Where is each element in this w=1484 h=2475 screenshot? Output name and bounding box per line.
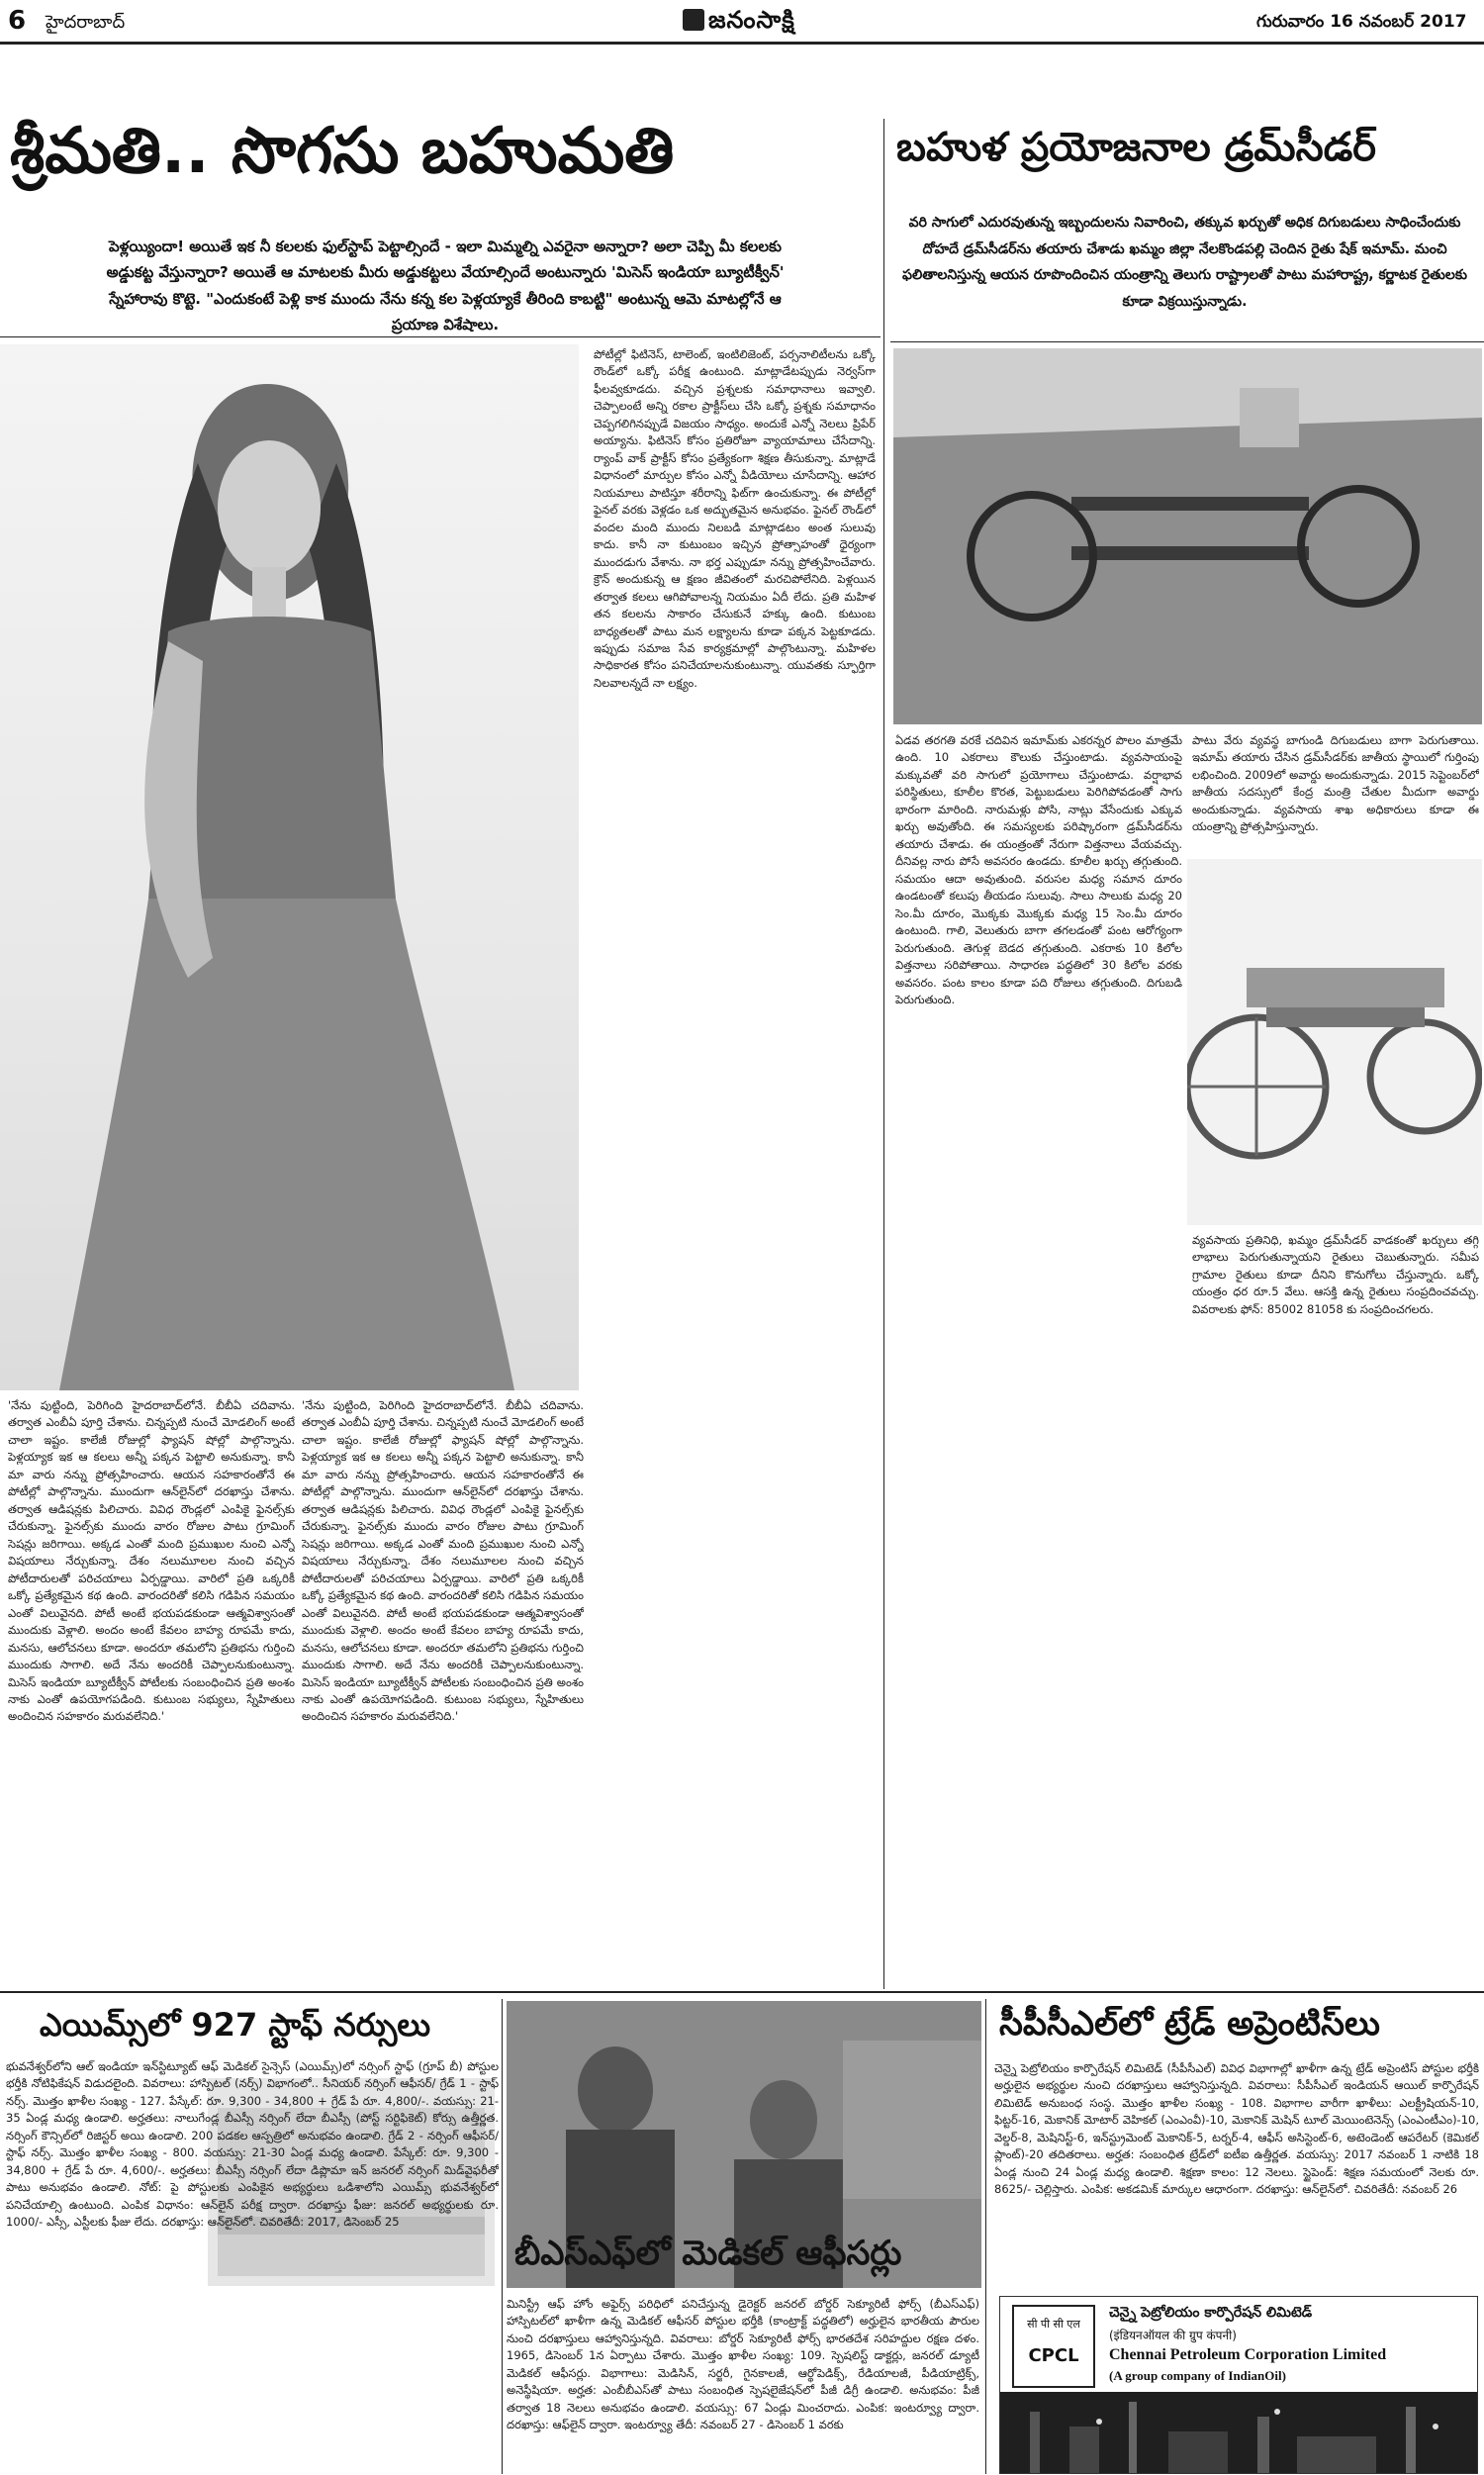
cpcl-logo-hindi: सी पी सी एल: [1027, 2318, 1080, 2331]
story1-intro: పెళ్లయ్యిందా! అయితే ఇక నీ కలలకు ఫుల్‌స్టాప్ పెట్టాల్సిందే - ఇలా మిమ్మల్ని ఎవరైనా అన్నారా? అలా చెప్పి మీ కలలకు అడ్డుకట్ట వేస్తున్నారా? అయితే ఆ మాటలకు మీరు అడ్డుకట్టలు వేయాల్సిందే అంటున్నారు 'మిసెస్ ఇండియా బ్యూటీక్వీన్' స్నేహారావు కొట్టె. "ఎందుకంటే పెళ్లి కాక ముందు నేను కన్న కల పెళ్లయ్యాకే తీరింది కాబట్టి" అంటున్న ఆమె మాటల్లోనే ఆ ప్రయాణ విశేషాలు.: [106, 238, 785, 333]
story2-photo-field: [893, 348, 1482, 724]
story2-column-left: ఏడవ తరగతి వరకే చదివిన ఇమామ్‌కు ఎకరన్నర పొలం మాత్రమే ఉంది. 10 ఎకరాలు కౌలుకు చేస్తుంటాడు. వ్యవసాయంపై మక్కువతో వరి సాగులో ప్రయోగాలు చేస్తుంటాడు. వర్షాభావ పరిస్థితులు, కూలీల కొరత, పెట్టుబడులు పెరిగిపోవడంతో సాగు భారంగా మారింది. నారుమళ్లు పోసి, నాట్లు వేసేందుకు ఎక్కువ ఖర్చు అవుతోంది. ఈ సమస్యలకు పరిష్కారంగా డ్రమ్‌సీడర్‌ను తయారు చేశాడు. ఈ యంత్రంతో నేరుగా విత్తనాలు వేయవచ్చు. దీనివల్ల నారు పోసే అవసరం ఉండదు. కూలీల ఖర్చు తగ్గుతుంది. సమయం ఆదా అవుతుంది. వరుసల మధ్య సమాన దూరం ఉండటంతో కలుపు తీయడం సులువు. సాలు సాలుకు మధ్య 20 సెం.మీ దూరం, మొక్కకు మొక్కకు మధ్య 15 సెం.మీ దూరం ఉంటుంది. గాలి, వెలుతురు బాగా తగలడంతో పంట ఆరోగ్యంగా పెరుగుతుంది. తెగుళ్ల బెడద తగ్గుతుంది. ఎకరాకు 10 కిలోల విత్తనాలు సరిపోతాయి. సాధారణ పద్ధతిలో 30 కిలోల వరకు అవసరం. పంట కాలం కూడా పది రోజులు తగ్గుతుంది. దిగుబడి పెరుగుతుంది.: [895, 733, 1182, 1007]
masthead-logo: [683, 6, 795, 40]
story1-headline: శ్రీమతి.. సొగసు బహుమతి: [10, 115, 675, 188]
page-section-city: హైదరాబాద్: [46, 12, 126, 33]
story5-headline: సీపీసీఎల్‌లో ట్రేడ్ అప్రెంటిస్‌లు: [999, 2004, 1380, 2044]
story2-column-right-top: పాటు వేరు వ్యవస్థ బాగుండి దిగుబడులు బాగా పెరుగుతాయి. ఇమామ్ తయారు చేసిన డ్రమ్‌సీడర్‌కు జాతీయ స్థాయిలో గుర్తింపు లభించింది. 2009లో అవార్డు అందుకున్నాడు. 2015 సెప్టెంబర్‌లో జాతీయ సదస్సులో కేంద్ర మంత్రి చేతుల మీదుగా అవార్డు అందుకున్నాడు. వ్యవసాయ శాఖ అధికారులు కూడా ఈ యంత్రాన్ని ప్రోత్సహిస్తున్నారు.: [1192, 733, 1479, 834]
masthead-icon: [683, 9, 704, 31]
page-number: 6: [8, 6, 27, 36]
cpcl-group-line: (A group company of IndianOil): [1109, 2368, 1286, 2383]
cpcl-name-hindi: (इंडियनऑयल की ग्रुप कंपनी): [1109, 2329, 1237, 2342]
lower-section-divider: [0, 1991, 1484, 1993]
story1-column-bottom-a: 'నేను పుట్టింది, పెరిగింది హైదరాబాద్‌లోనే. బీబీఏ చదివాను. తర్వాత ఎంబీఏ పూర్తి చేశాను. చిన్నప్పటి నుంచే మోడలింగ్ అంటే చాలా ఇష్టం. కాలేజీ రోజుల్లో ఫ్యాషన్ షోల్లో పాల్గొన్నాను. పెళ్లయ్యాక ఇక ఆ కలలు అన్నీ పక్కన పెట్టాలి అనుకున్నా. కానీ మా వారు నన్ను ప్రోత్సహించారు. ఆయన సహకారంతోనే ఈ పోటీల్లో పాల్గొన్నాను. ముందుగా ఆన్‌లైన్‌లో దరఖాస్తు చేశాను. తర్వాత ఆడిషన్లకు పిలిచారు. వివిధ రౌండ్లలో ఎంపికై ఫైనల్స్‌కు చేరుకున్నా. ఫైనల్స్‌కు ముందు వారం రోజుల పాటు గ్రూమింగ్ సెషన్లు జరిగాయి. అక్కడ ఎంతో మంది ప్రముఖుల నుంచి ఎన్నో విషయాలు నేర్చుకున్నా. దేశం నలుమూలల నుంచి వచ్చిన పోటీదారులతో పరిచయాలు ఏర్పడ్డాయి. వారిలో ప్రతి ఒక్కరికీ ఒక్కో ప్రత్యేకమైన కథ ఉంది. వారందరితో కలిసి గడిపిన సమయం ఎంతో విలువైనది. పోటీ అంటే భయపడకుండా ఆత్మవిశ్వాసంతో ముందుకు వెళ్లాలి. అందం అంటే కేవలం బాహ్య రూపమే కాదు, మనసు, ఆలోచనలు కూడా. అందరూ తమలోని ప్రతిభను గుర్తించి ముందుకు సాగాలి. అదే నేను అందరికీ చెప్పాలనుకుంటున్నా. మిసెస్ ఇండియా బ్యూటీక్వీన్ పోటీలకు సంబంధించిన ప్రతి అంశం నాకు ఎంతో ఉపయోగపడింది. కుటుంబ సభ్యులు, స్నేహితులు అందించిన సహకారం మరువలేనిది.': [8, 1398, 295, 1724]
cpcl-name-telugu: చెన్నై పెట్రోలియం కార్పొరేషన్ లిమిటెడ్: [1109, 2305, 1313, 2321]
cpcl-logo: [1012, 2305, 1095, 2388]
story2-intro: వరి సాగులో ఎదురవుతున్న ఇబ్బందులను నివారించి, తక్కువ ఖర్చుతో అధిక దిగుబడులు సాధించేందుకు దోహదే డ్రమ్‌సీడర్‌ను తయారు చేశాడు ఖమ్మం జిల్లా నేలకొండపల్లి చెందిన రైతు షేక్ ఇమామ్. మంచి ఫలితాలనిస్తున్న ఆయన రూపొందించిన యంత్రాన్ని తెలుగు రాష్ట్రాలతో పాటు మహారాష్ట్ర, కర్ణాటక రైతులకు కూడా విక్రయిస్తున్నాడు.: [902, 215, 1467, 310]
story1-intro-divider: [0, 336, 881, 337]
story1-vertical-divider: [883, 119, 884, 1989]
story2-photo-machine: [1187, 859, 1482, 1225]
story5-body: చెన్నై పెట్రోలియం కార్పొరేషన్ లిమిటెడ్ (సీపీసీఎల్) వివిధ విభాగాల్లో ఖాళీగా ఉన్న ట్రేడ్ అప్రెంటిస్ పోస్టుల భర్తీకి అర్హులైన అభ్యర్థుల నుంచి దరఖాస్తులు ఆహ్వానిస్తున్నది. వివరాలు: సీపీసీఎల్ ఇండియన్ ఆయిల్ కార్పొరేషన్ లిమిటెడ్ అనుబంధ సంస్థ. మొత్తం ఖాళీల సంఖ్య - 108. విభాగాల వారీగా ఖాళీలు: ఎలక్ట్రీషియన్-10, ఫిట్టర్-16, మెకానిక్ మోటార్ వెహికల్ (ఎంఎంవీ)-10, మెకానిక్ మెషిన్ టూల్ మెయింటెనెన్స్ (ఎంఎంటీఎం)-10, వెల్డర్-8, మెషినిస్ట్-6, ఇన్‌స్ట్రుమెంట్ మెకానిక్-5, టర్నర్-4, ఆఫీస్ అసిస్టెంట్-6, అటెండెంట్ ఆపరేటర్ (కెమికల్ ప్లాంట్)-20 తదితరాలు. అర్హత: సంబంధిత ట్రేడ్‌లో ఐటీఐ ఉత్తీర్ణత. వయస్సు: 2017 నవంబర్ 1 నాటికి 18 ఏండ్ల నుంచి 24 ఏండ్ల మధ్య ఉండాలి. శిక్షణా కాలం: 12 నెలలు. స్టైపెండ్: శిక్షణ సమయంలో నెలకు రూ. 8625/- చెల్లిస్తారు. ఎంపిక: అకడమిక్ మార్కుల ఆధారంగా. దరఖాస్తు: ఆన్‌లైన్‌లో. చివరితేదీ: నవంబర్ 26: [994, 2061, 1479, 2197]
drum-seeder-field-photo: [893, 348, 1482, 724]
story4-body: మినిస్ట్రీ ఆఫ్ హోం అఫైర్స్ పరిధిలో పనిచేస్తున్న డైరెక్టర్ జనరల్ బోర్డర్ సెక్యూరిటీ ఫోర్స్ (బీఎస్‌ఎఫ్) హాస్పిటల్‌లో ఖాళీగా ఉన్న మెడికల్ ఆఫీసర్ పోస్టుల భర్తీకి (కాంట్రాక్ట్ పద్ధతిలో) అర్హులైన భారతీయ పౌరుల నుంచి దరఖాస్తులు ఆహ్వానిస్తున్నది. వివరాలు: బోర్డర్ సెక్యూరిటీ ఫోర్స్ భారతదేశ సరిహద్దుల రక్షణ దళం. 1965, డిసెంబర్ 1న ఏర్పాటు చేశారు. మొత్తం ఖాళీల సంఖ్య: 109. స్పెషలిస్ట్ డాక్టర్లు, జనరల్ డ్యూటీ మెడికల్ ఆఫీసర్లు. విభాగాలు: మెడిసిన్, సర్జరీ, గైనకాలజీ, ఆర్థోపెడిక్స్, రేడియాలజీ, పీడియాట్రిక్స్, అనెస్థీషియా. అర్హత: ఎంబీబీఎస్‌తో పాటు సంబంధిత స్పెషలైజేషన్‌లో పీజీ డిగ్రీ ఉండాలి. అనుభవం: పీజీ తర్వాత 18 నెలలు అనుభవం ఉండాలి. వయస్సు: 67 ఏండ్లు మించరాదు. ఎంపిక: ఇంటర్వ్యూ ద్వారా. దరఖాస్తు: ఆఫ్‌లైన్ ద్వారా. ఇంటర్వ్యూ తేదీ: నవంబర్ 27 - డిసెంబర్ 1 వరకు: [507, 2297, 979, 2432]
story2-headline: బహుళ ప్రయోజనాల డ్రమ్‌సీడర్: [896, 125, 1377, 170]
story4-headline: బీఎస్‌ఎఫ్‌లో మెడికల్ ఆఫీసర్లు: [514, 2234, 902, 2273]
cpcl-name-english: Chennai Petroleum Corporation Limited: [1109, 2346, 1387, 2363]
story3-headline: ఎయిమ్స్‌లో 927 స్టాఫ్ నర్సులు: [40, 2006, 431, 2044]
story1-column-right: పోటీల్లో ఫిటినెస్, టాలెంట్, ఇంటిలిజెంట్, పర్సనాలిటీలను ఒక్కో రౌండ్‌లో ఒక్కో పరీక్ష ఉంటుంది. మాట్లాడేటప్పుడు నెర్వస్‌గా ఫీలవ్వకూడదు. వచ్చిన ప్రశ్నలకు సమాధానాలు ఇవ్వాలి. చెప్పాలంటే అన్ని రకాల ప్రాక్టీస్‌లు చేసి ఒక్కో ప్రశ్నకు సమాధానం చెప్పగలిగినప్పుడే విజయం సాధ్యం. అందుకే ఎన్నో నెలలు ప్రిపేర్ అయ్యాను. ఫిటినెస్ కోసం ప్రతిరోజూ వ్యాయామాలు చేసేదాన్ని. ర్యాంప్ వాక్ ప్రాక్టీస్ కోసం ప్రత్యేకంగా శిక్షణ తీసుకున్నా. మాట్లాడే విధానంలో మార్పుల కోసం ఎన్నో వీడియోలు చూసేదాన్ని. ఆహార నియమాలు పాటిస్తూ శరీరాన్ని ఫిట్‌గా ఉంచుకున్నా. ఈ పోటీల్లో ఫైనల్ వరకు వెళ్లడం ఒక అద్భుతమైన అనుభవం. ఫైనల్ రౌండ్‌లో వందల మంది ముందు నిలబడి మాట్లాడటం అంత సులువు కాదు. కానీ నా కుటుంబం ఇచ్చిన ప్రోత్సాహంతో ధైర్యంగా ముందడుగు వేశాను. నా భర్త ఎప్పుడూ నన్ను ప్రోత్సహించేవారు. క్రౌన్ అందుకున్న ఆ క్షణం జీవితంలో మరచిపోలేనిది. పెళ్లయిన తర్వాత కలలు ఆగిపోవాలన్న నియమం ఏదీ లేదు. ప్రతి మహిళ తన కలలను సాకారం చేసుకునే హక్కు ఉంది. కుటుంబ బాధ్యతలతో పాటు మన లక్ష్యాలను కూడా పక్కన పెట్టకూడదు. ఇప్పుడు సమాజ సేవ కార్యక్రమాల్లో పాల్గొంటున్నా. మహిళల సాధికారత కోసం పనిచేయాలనుకుంటున్నా. యువతకు స్ఫూర్తిగా నిలవాలన్నదే నా లక్ష్యం.: [594, 347, 876, 690]
issue-date: గురువారం 16 నవంబర్ 2017: [1256, 12, 1467, 32]
story4-vertical-divider: [985, 1999, 986, 2474]
header-divider: [0, 42, 1484, 45]
woman-portrait-illustration: [0, 344, 579, 1390]
drum-seeder-machine-photo: [1187, 859, 1482, 1225]
cpcl-advertisement: [999, 2296, 1478, 2474]
story3-vertical-divider: [502, 1999, 503, 2474]
story3-body: భువనేశ్వర్‌లోని ఆల్ ఇండియా ఇన్‌స్టిట్యూట్ ఆఫ్ మెడికల్ సైన్సెస్ (ఎయిమ్స్)లో నర్సింగ్ స్టాఫ్ (గ్రూప్ బీ) పోస్టుల భర్తీకి నోటిఫికేషన్ విడుదలైంది. వివరాలు: హాస్పిటల్ (నర్స్) విభాగంలో.. సీనియర్ నర్సింగ్ ఆఫీసర్/ గ్రేడ్ 1 - స్టాఫ్ నర్స్. మొత్తం ఖాళీల సంఖ్య - 127. పేస్కేల్: రూ. 9,300 - 34,800 + గ్రేడ్ పే రూ. 4,800/-. వయస్సు: 21-35 ఏండ్ల మధ్య ఉండాలి. అర్హతలు: నాలుగేండ్ల బీఎస్సీ నర్సింగ్ లేదా బీఎస్సీ (పోస్ట్ సర్టిఫికెట్) కోర్సు ఉత్తీర్ణత. నర్సింగ్ కౌన్సిల్‌లో రిజిస్టర్ అయి ఉండాలి. 200 పడకల ఆస్పత్రిలో అనుభవం ఉండాలి. గ్రేడ్ 2 - నర్సింగ్ ఆఫీసర్/ స్టాఫ్ నర్స్. మొత్తం ఖాళీల సంఖ్య - 800. వయస్సు: 21-30 ఏండ్ల మధ్య ఉండాలి. పేస్కేల్: రూ. 9,300 - 34,800 + గ్రేడ్ పే రూ. 4,600/-. అర్హతలు: బీఎస్సీ నర్సింగ్ లేదా డిప్లొమా ఇన్ జనరల్ నర్సింగ్ మిడ్‌వైఫరీతో పాటు అనుభవం ఉండాలి. నోట్: పై పోస్టులకు ఎంపికైన అభ్యర్థులు ఒడిశాలోని ఎయిమ్స్ భువనేశ్వర్‌లో పనిచేయాల్సి ఉంటుంది. ఎంపిక విధానం: ఆన్‌లైన్ పరీక్ష ద్వారా. దరఖాస్తు ఫీజు: జనరల్ అభ్యర్థులకు రూ. 1000/- ఎస్సీ, ఎస్టీలకు ఫీజు లేదు. దరఖాస్తు: ఆన్‌లైన్‌లో. చివరితేదీ: 2017, డిసెంబర్ 25: [6, 2059, 499, 2230]
story1-photo: [0, 344, 579, 1390]
masthead-text: జనంసాక్షి: [708, 6, 795, 34]
refinery-skyline-illustration: [1000, 2392, 1477, 2473]
refinery-silhouette: [1000, 2392, 1477, 2473]
story2-column-right-bottom: వ్యవసాయ ప్రతినిధి, ఖమ్మం డ్రమ్‌సీడర్ వాడకంతో ఖర్చులు తగ్గి లాభాలు పెరుగుతున్నాయని రైతులు చెబుతున్నారు. సమీప గ్రామాల రైతులు కూడా దీనిని కొనుగోలు చేస్తున్నారు. ఒక్కో యంత్రం ధర రూ.5 వేలు. ఆసక్తి ఉన్న రైతులు సంప్రదించవచ్చు. వివరాలకు ఫోన్: 85002 81058 కు సంప్రదించగలరు.: [1192, 1233, 1479, 1316]
story1-column-bottom-b: 'నేను పుట్టింది, పెరిగింది హైదరాబాద్‌లోనే. బీబీఏ చదివాను. తర్వాత ఎంబీఏ పూర్తి చేశాను. చిన్నప్పటి నుంచే మోడలింగ్ అంటే చాలా ఇష్టం. కాలేజీ రోజుల్లో ఫ్యాషన్ షోల్లో పాల్గొన్నాను. పెళ్లయ్యాక ఇక ఆ కలలు అన్నీ పక్కన పెట్టాలి అనుకున్నా. కానీ మా వారు నన్ను ప్రోత్సహించారు. ఆయన సహకారంతోనే ఈ పోటీల్లో పాల్గొన్నాను. ముందుగా ఆన్‌లైన్‌లో దరఖాస్తు చేశాను. తర్వాత ఆడిషన్లకు పిలిచారు. వివిధ రౌండ్లలో ఎంపికై ఫైనల్స్‌కు చేరుకున్నా. ఫైనల్స్‌కు ముందు వారం రోజుల పాటు గ్రూమింగ్ సెషన్లు జరిగాయి. అక్కడ ఎంతో మంది ప్రముఖుల నుంచి ఎన్నో విషయాలు నేర్చుకున్నా. దేశం నలుమూలల నుంచి వచ్చిన పోటీదారులతో పరిచయాలు ఏర్పడ్డాయి. వారిలో ప్రతి ఒక్కరికీ ఒక్కో ప్రత్యేకమైన కథ ఉంది. వారందరితో కలిసి గడిపిన సమయం ఎంతో విలువైనది. పోటీ అంటే భయపడకుండా ఆత్మవిశ్వాసంతో ముందుకు వెళ్లాలి. అందం అంటే కేవలం బాహ్య రూపమే కాదు, మనసు, ఆలోచనలు కూడా. అందరూ తమలోని ప్రతిభను గుర్తించి ముందుకు సాగాలి. అదే నేను అందరికీ చెప్పాలనుకుంటున్నా. మిసెస్ ఇండియా బ్యూటీక్వీన్ పోటీలకు సంబంధించిన ప్రతి అంశం నాకు ఎంతో ఉపయోగపడింది. కుటుంబ సభ్యులు, స్నేహితులు అందించిన సహకారం మరువలేనిది.': [302, 1398, 584, 1724]
cpcl-logo-text: CPCL: [1028, 2345, 1079, 2366]
story2-intro-divider: [890, 341, 1484, 342]
